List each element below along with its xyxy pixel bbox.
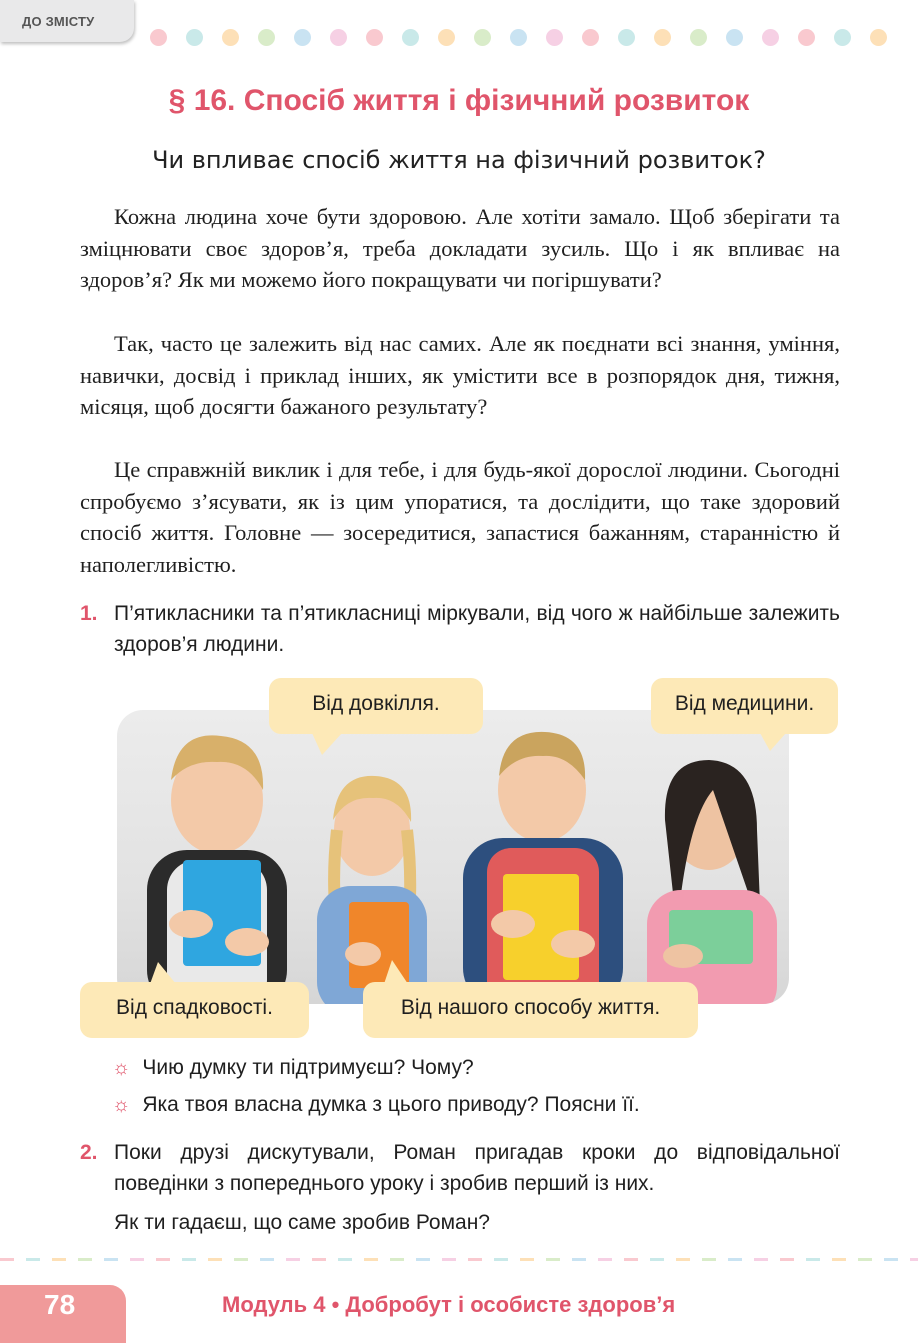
dash-segment — [130, 1258, 144, 1261]
bubble-text: Від довкілля. — [312, 692, 440, 715]
page-title: § 16. Спосіб життя і фізичний розвиток — [168, 84, 750, 117]
question-text: Чию думку ти підтримуєш? Чому? — [142, 1056, 474, 1079]
dash-segment — [0, 1258, 14, 1261]
dash-segment — [910, 1258, 918, 1261]
dash-segment — [338, 1258, 352, 1261]
bubble-text: Від спадковості. — [116, 996, 273, 1019]
task-text: П’ятикласники та п’ятикласниці міркували, від чого ж найбільше залежить здоров’я людини. — [114, 602, 840, 656]
bubble-tail — [150, 962, 176, 984]
speech-bubble-environment — [269, 678, 483, 734]
paragraph: Це справжній виклик і для тебе, і для будь-якої дорослої людини. Сьогодні спробуємо з’ясувати, як із цим упоратися, та дослідити, що таке здоровий спосіб життя. Головне — зосередитися, запастися бажанням, старанністю й наполегливістю. — [80, 457, 840, 577]
decorative-dot — [690, 29, 707, 46]
dash-segment — [156, 1258, 170, 1261]
bubble-text: Від нашого способу життя. — [400, 996, 661, 1019]
section-question: Чи впливає спосіб життя на фізичний розвиток? — [152, 146, 766, 174]
dash-segment — [572, 1258, 586, 1261]
speech-bubble-heredity — [80, 982, 309, 1038]
dash-segment — [416, 1258, 430, 1261]
dash-segment — [234, 1258, 248, 1261]
bubble-text: Від медицини. — [674, 692, 815, 715]
task-number: 1. — [80, 602, 98, 625]
dash-segment — [520, 1258, 534, 1261]
dash-segment — [884, 1258, 898, 1261]
children-photo — [117, 710, 789, 1004]
decorative-dot — [294, 29, 311, 46]
question-text: Яка твоя власна думка з цього приводу? Поясни її. — [142, 1093, 640, 1116]
decorative-dot — [366, 29, 383, 46]
decorative-dot — [798, 29, 815, 46]
bubble-tail — [760, 733, 786, 751]
dash-segment — [728, 1258, 742, 1261]
decorative-dot — [474, 29, 491, 46]
toc-link[interactable] — [0, 0, 134, 42]
dash-segment — [208, 1258, 222, 1261]
decorative-dot — [438, 29, 455, 46]
paragraph: Так, часто це залежить від нас самих. Але як поєднати всі знання, уміння, навички, досвід і приклад інших, як умістити все в розпорядок дня, тижня, місяця, щоб досягти бажаного результату? — [80, 331, 840, 419]
dash-segment — [390, 1258, 404, 1261]
dash-segment — [858, 1258, 872, 1261]
dash-segment — [546, 1258, 560, 1261]
dash-segment — [702, 1258, 716, 1261]
decorative-dot — [222, 29, 239, 46]
dash-segment — [624, 1258, 638, 1261]
task-text: Поки друзі дискутували, Роман пригадав кроки до відповідальної поведінки з попереднього уроку і зробив перший із них. — [114, 1141, 840, 1195]
dash-segment — [754, 1258, 768, 1261]
module-footer: Модуль 4 • Добробут і особисте здоров’я — [222, 1292, 676, 1317]
bubble-tail — [312, 733, 342, 755]
dash-segment — [468, 1258, 482, 1261]
dash-segment — [104, 1258, 118, 1261]
dash-segment — [26, 1258, 40, 1261]
speech-bubble-medicine — [651, 678, 838, 734]
sun-icon: ☼ — [112, 1057, 131, 1079]
decorative-dot — [258, 29, 275, 46]
dash-segment — [364, 1258, 378, 1261]
dash-segment — [806, 1258, 820, 1261]
decorative-dot — [870, 29, 887, 46]
dash-segment — [286, 1258, 300, 1261]
dash-segment — [494, 1258, 508, 1261]
dash-segment — [78, 1258, 92, 1261]
decorative-dot — [150, 29, 167, 46]
discussion-question — [112, 1090, 640, 1120]
task-2 — [80, 1137, 840, 1237]
dash-segment — [676, 1258, 690, 1261]
task-number: 2. — [80, 1141, 98, 1164]
page-number: 78 — [44, 1289, 76, 1320]
dash-segment — [650, 1258, 664, 1261]
paragraph: Кожна людина хоче бути здоровою. Але хотіти замало. Щоб зберігати та зміцнювати своє здоров’я, треба докладати зусиль. Що і як впливає на здоров’я? Як ми можемо його покращувати чи погіршувати? — [80, 204, 840, 292]
dash-segment — [52, 1258, 66, 1261]
dash-segment — [312, 1258, 326, 1261]
decorative-dot — [762, 29, 779, 46]
task-1 — [80, 598, 840, 662]
discussion-question — [112, 1053, 474, 1083]
dash-segment — [832, 1258, 846, 1261]
decorative-dot — [330, 29, 347, 46]
dash-segment — [182, 1258, 196, 1261]
decorative-dot — [402, 29, 419, 46]
decorative-dot — [726, 29, 743, 46]
children-illustration — [117, 710, 789, 1004]
decorative-dot — [834, 29, 851, 46]
decorative-dot — [654, 29, 671, 46]
decorative-dot — [186, 29, 203, 46]
decorative-dot — [582, 29, 599, 46]
decorative-dot — [546, 29, 563, 46]
dash-segment — [260, 1258, 274, 1261]
decorative-dashed-line — [0, 1258, 918, 1261]
toc-link-label: ДО ЗМІСТУ — [22, 14, 95, 29]
bubble-tail — [384, 960, 408, 984]
sun-icon: ☼ — [112, 1094, 131, 1116]
task-followup: Як ти гадаєш, що саме зробив Роман? — [114, 1211, 490, 1234]
decorative-dot — [510, 29, 527, 46]
decorative-dot — [618, 29, 635, 46]
dash-segment — [780, 1258, 794, 1261]
dash-segment — [442, 1258, 456, 1261]
page-number-tab — [0, 1285, 126, 1343]
dash-segment — [598, 1258, 612, 1261]
speech-bubble-lifestyle — [363, 982, 698, 1038]
